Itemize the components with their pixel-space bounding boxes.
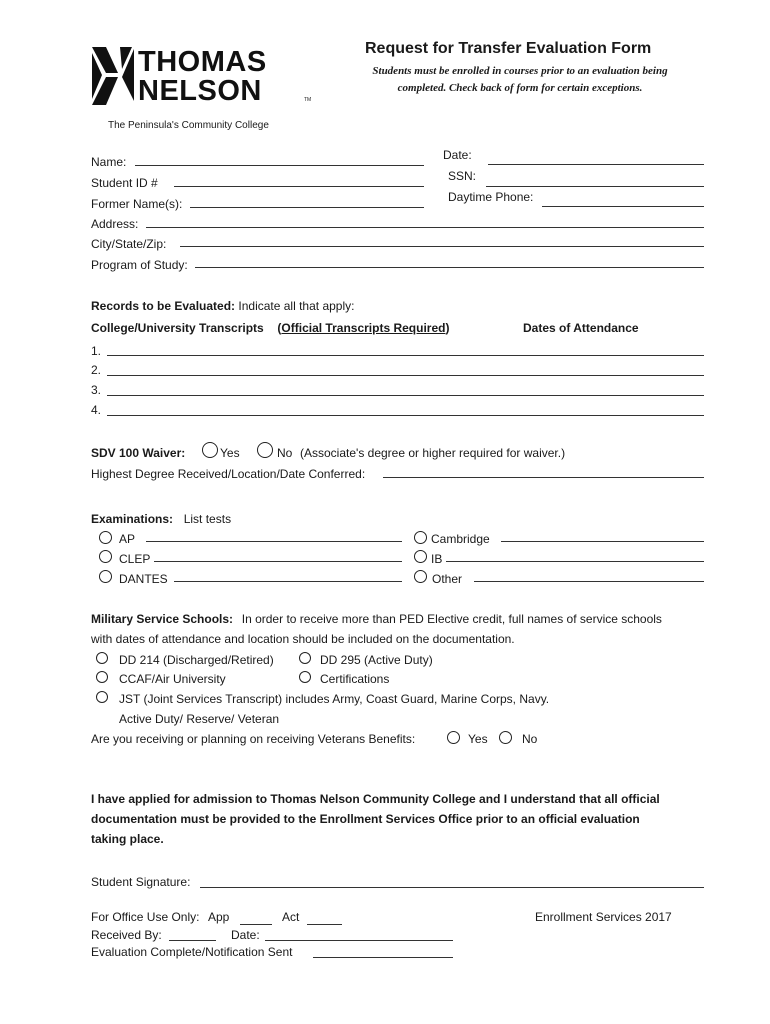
veterans-benefits-question: Are you receiving or planning on receiving Veterans Benefits: [91,732,416,746]
sdv-waiver-label: SDV 100 Waiver: [91,446,186,460]
exam-clep-label: CLEP [119,552,151,566]
highest-degree-field[interactable] [383,477,704,478]
military-row [91,612,662,626]
records-note: Indicate all that apply: [238,299,355,313]
records-heading: Records to be Evaluated: [91,299,236,313]
dd295-radio[interactable] [299,652,311,664]
exam-other-field[interactable] [474,581,704,582]
city-state-zip-field[interactable] [180,246,704,247]
office-date-field[interactable] [265,940,453,941]
exam-dantes-field[interactable] [174,581,402,582]
exam-other-radio[interactable] [414,570,427,583]
sdv-yes-radio[interactable] [202,442,218,458]
date-label: Date: [443,148,472,162]
transcripts-label: College/University Transcripts [91,321,264,335]
record-row-number: 3. [91,383,102,397]
jst-label: JST (Joint Services Transcript) includes Army, Coast Guard, Marine Corps, Navy. [119,692,550,706]
military-heading: Military Service Schools: [91,612,234,626]
student-id-label: Student ID # [91,176,158,190]
name-field[interactable] [135,165,424,166]
veterans-no-radio[interactable] [499,731,512,744]
ssn-label: SSN: [448,169,477,183]
statement-line2: documentation must be provided to the Enrollment Services Office prior to an official evaluation [91,812,640,826]
daytime-phone-field[interactable] [542,206,704,207]
logo-text-thomas: THOMAS [138,46,267,78]
sdv-yes-label: Yes [220,446,240,460]
office-use-label: For Office Use Only: [91,910,200,924]
exam-ib-label: IB [431,552,443,566]
address-label: Address: [91,217,139,231]
record-row-field[interactable] [107,395,704,396]
sdv-no-radio[interactable] [257,442,273,458]
record-row-number: 2. [91,363,102,377]
student-id-field[interactable] [174,186,424,187]
received-by-label: Received By: [91,928,162,942]
exam-other-label: Other [432,572,463,586]
office-app-label: App [208,910,230,924]
exam-ap-radio[interactable] [99,531,112,544]
paren-close: ) [445,321,450,335]
office-footer: Enrollment Services 2017 [535,910,672,924]
exam-ap-label: AP [119,532,136,546]
record-row-field[interactable] [107,355,704,356]
logo-tagline: The Peninsula's Community College [108,120,269,131]
daytime-phone-label: Daytime Phone: [448,190,534,204]
evaluation-complete-label: Evaluation Complete/Notification Sent [91,945,293,959]
exam-cambridge-radio[interactable] [414,531,427,544]
transcripts-required: Official Transcripts Required [281,321,446,335]
exam-dantes-label: DANTES [119,572,168,586]
logo-text-nelson: NELSON [138,75,262,107]
former-names-label: Former Name(s): [91,197,183,211]
exam-ib-field[interactable] [446,561,704,562]
jst-label-line2: Active Duty/ Reserve/ Veteran [119,712,280,726]
exam-cambridge-field[interactable] [501,541,704,542]
record-row-number: 4. [91,403,102,417]
examinations-row [91,512,231,526]
veterans-no-label: No [522,732,538,746]
logo-trademark: TM [304,97,312,103]
thomas-nelson-logo-mark [92,47,134,105]
program-field[interactable] [195,267,704,268]
exam-clep-radio[interactable] [99,550,112,563]
exam-dantes-radio[interactable] [99,570,112,583]
statement-line1: I have applied for admission to Thomas Nelson Community College and I understand that all official [91,792,660,806]
highest-degree-label: Highest Degree Received/Location/Date Conferred: [91,467,366,481]
address-field[interactable] [146,227,704,228]
form-title: Request for Transfer Evaluation Form [365,40,652,57]
office-app-field[interactable] [240,924,272,925]
military-note-line1: In order to receive more than PED Elective credit, full names of service schools [241,612,662,626]
military-note-line2: with dates of attendance and location should be included on the documentation. [91,632,515,646]
records-heading-row [91,299,354,313]
office-act-label: Act [282,910,300,924]
sdv-note: (Associate's degree or higher required for waiver.) [300,446,566,460]
dates-of-attendance-label: Dates of Attendance [523,321,639,335]
signature-label: Student Signature: [91,875,191,889]
name-label: Name: [91,155,127,169]
dd295-label: DD 295 (Active Duty) [320,653,433,667]
dd214-label: DD 214 (Discharged/Retired) [119,653,274,667]
date-field[interactable] [488,164,704,165]
transcripts-row [91,321,449,335]
paren-open: ( [277,321,282,335]
exam-ib-radio[interactable] [414,550,427,563]
program-label: Program of Study: [91,258,188,272]
veterans-yes-label: Yes [468,732,488,746]
examinations-note: List tests [183,512,232,526]
ssn-field[interactable] [486,186,704,187]
certifications-radio[interactable] [299,671,311,683]
former-names-field[interactable] [190,207,424,208]
examinations-heading: Examinations: [91,512,174,526]
office-act-field[interactable] [307,924,342,925]
exam-ap-field[interactable] [146,541,402,542]
ccaf-radio[interactable] [96,671,108,683]
exam-clep-field[interactable] [154,561,402,562]
form-subtitle: Students must be enrolled in courses prior to an evaluation being completed. Check back of form for certain exceptions. [372,65,668,94]
statement-line3: taking place. [91,832,164,846]
jst-radio[interactable] [96,691,108,703]
record-row-number: 1. [91,344,102,358]
veterans-yes-radio[interactable] [447,731,460,744]
received-by-field[interactable] [169,940,216,941]
dd214-radio[interactable] [96,652,108,664]
evaluation-complete-field[interactable] [313,957,453,958]
record-row-field[interactable] [107,375,704,376]
record-row-field[interactable] [107,415,704,416]
certifications-label: Certifications [320,672,390,686]
sdv-no-label: No [277,446,293,460]
ccaf-label: CCAF/Air University [119,672,226,686]
office-date-label: Date: [231,928,260,942]
exam-cambridge-label: Cambridge [431,532,490,546]
signature-field[interactable] [200,887,704,888]
city-state-zip-label: City/State/Zip: [91,237,167,251]
